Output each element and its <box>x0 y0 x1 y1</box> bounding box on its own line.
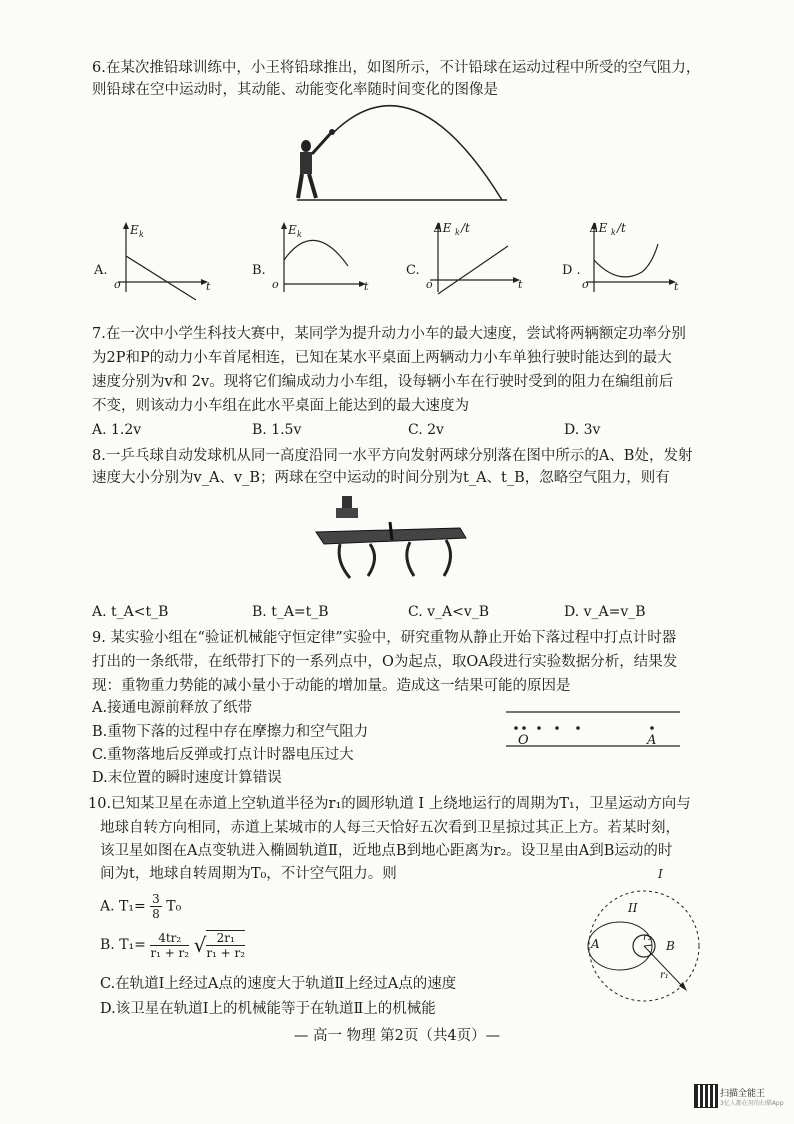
q10-option-a: A. T₁= $\frac{3}{8}$ T₀ <box>100 892 182 921</box>
radius-label-r2: r₂ <box>643 932 652 943</box>
q9-option-a: A.接通电源前释放了纸带 <box>92 700 253 716</box>
q8-option-b: B. t_A=t_B <box>252 604 329 620</box>
q7-option-b: B. 1.5v <box>252 422 302 438</box>
graph-a-label: A. <box>94 263 108 278</box>
svg-text:B.: B. <box>252 263 266 278</box>
shot-put-illustration <box>292 104 512 204</box>
q9-line3: 现：重物重力势能的减小量小于动能的增加量。造成这一结果可能的原因是 <box>92 678 571 694</box>
svg-text:t: t <box>206 280 211 293</box>
svg-text:o: o <box>582 278 589 291</box>
orbit-label-1: I <box>658 867 663 881</box>
q9-option-b: B.重物下落的过程中存在摩擦力和空气阻力 <box>92 724 369 740</box>
svg-text:C.: C. <box>406 263 420 278</box>
svg-text:t: t <box>518 278 523 291</box>
svg-text:ΔE: ΔE <box>590 221 608 235</box>
q10-option-c: C.在轨道Ⅰ上经过A点的速度大于轨道Ⅱ上经过A点的速度 <box>100 976 457 992</box>
svg-text:D .: D . <box>562 263 581 278</box>
q8-line2: 速度大小分别为v_A、v_B；两球在空中运动的时间分别为t_A、t_B，忽略空气阻力，则有 <box>92 470 670 486</box>
tape-label-a: A <box>647 733 657 748</box>
badge-subtitle: 3亿人都在用的扫描App <box>720 1100 784 1107</box>
q8-option-a: A. t_A<t_B <box>92 604 169 620</box>
q6-graph-b <box>250 220 370 300</box>
q9-line1: 9. 某实验小组在“验证机械能守恒定律”实验中，研究重物从静止开始下落过程中打点计时器 <box>92 630 677 646</box>
svg-text:t: t <box>674 280 679 293</box>
q10-line2: 地球自转方向相同，赤道上某城市的人每三天恰好五次看到卫星掠过其正上方。若某时刻， <box>100 820 680 836</box>
orbit-label-2: II <box>628 901 638 915</box>
svg-text:/t: /t <box>617 221 626 235</box>
q10-option-b: B. T₁= $\frac{\text{4tr₂}}{\text{r₁ + r₂}}$ √ $\frac{\text{2r₁}}{\text{r₁ + r₂}}$ <box>100 930 246 960</box>
q10-line1: 10.已知某卫星在赤道上空轨道半径为r₁的圆形轨道 I 上绕地运行的周期为T₁，卫星运动方向与 <box>88 796 691 812</box>
page-footer: — 高一 物理 第2页（共4页）— <box>293 1028 501 1044</box>
q7-option-d: D. 3v <box>564 422 601 438</box>
q10-line3: 该卫星如图在A点变轨进入椭圆轨道Ⅱ，近地点B到地心距离为r₂。设卫星由A到B运动的时 <box>100 843 673 859</box>
q7-line1: 7.在一次中小学生科技大赛中，某同学为提升动力小车的最大速度，尝试将两辆额定功率分别 <box>92 326 686 342</box>
svg-text:k: k <box>611 228 616 237</box>
paper-tape-diagram <box>504 708 684 748</box>
qr-code-icon <box>694 1084 718 1108</box>
svg-text:k: k <box>297 230 302 239</box>
q7-line2: 为2P和P的动力小车首尾相连，已知在某水平桌面上两辆动力小车单独行驶时能达到的最大 <box>92 350 672 366</box>
svg-text:o: o <box>272 278 279 291</box>
svg-text:/t: /t <box>461 221 470 235</box>
q8-option-d: D. v_A=v_B <box>564 604 646 620</box>
q7-line3: 速度分别为v和 2v。现将它们编成动力小车组，设每辆小车在行驶时受到的阻力在编组前后 <box>92 374 674 390</box>
svg-text:k: k <box>139 230 144 239</box>
radius-label-r1: r₁ <box>660 970 669 981</box>
svg-text:o: o <box>114 278 121 291</box>
svg-text:ΔE: ΔE <box>434 221 452 235</box>
point-label-b: B <box>666 939 675 953</box>
q7-option-a: A. 1.2v <box>92 422 142 438</box>
point-label-a: A <box>591 937 600 951</box>
q10-line4: 间为t，地球自转周期为T₀，不计空气阻力。则 <box>100 866 397 882</box>
q6-graph-a <box>92 220 212 300</box>
svg-text:o: o <box>426 278 433 291</box>
q8-line1: 8.一乒乓球自动发球机从同一高度沿同一水平方向发射两球分别落在图中所示的A、B处，发射 <box>92 448 693 464</box>
scanner-badge <box>694 1084 784 1110</box>
q9-option-d: D.末位置的瞬时速度计算错误 <box>92 770 282 786</box>
ping-pong-table-illustration <box>310 492 470 582</box>
graph-a-ylabel: E <box>130 223 139 237</box>
svg-text:E: E <box>288 223 297 237</box>
q6-graph-d <box>560 220 680 300</box>
q7-option-c: C. 2v <box>408 422 444 438</box>
svg-text:t: t <box>364 280 369 293</box>
q6-graph-c <box>404 220 524 300</box>
q9-line2: 打出的一条纸带，在纸带打下的一系列点中，O为起点，取OA段进行实验数据分析，结果发 <box>92 654 678 670</box>
svg-text:k: k <box>455 228 460 237</box>
q6-line1: 6.在某次推铅球训练中，小王将铅球推出，如图所示，不计铅球在运动过程中所受的空气阻力， <box>92 60 701 76</box>
tape-label-o: O <box>518 733 529 748</box>
orbit-diagram <box>580 866 710 1016</box>
q6-line2: 则铅球在空中运动时，其动能、动能变化率随时间变化的图像是 <box>92 82 498 98</box>
q7-line4: 不变，则该动力小车组在此水平桌面上能达到的最大速度为 <box>92 398 469 414</box>
q8-option-c: C. v_A<v_B <box>408 604 490 620</box>
badge-title: 扫描全能王 <box>720 1089 766 1099</box>
q10-option-d: D.该卫星在轨道Ⅰ上的机械能等于在轨道Ⅱ上的机械能 <box>100 1001 436 1017</box>
q9-option-c: C.重物落地后反弹或打点计时器电压过大 <box>92 747 354 763</box>
